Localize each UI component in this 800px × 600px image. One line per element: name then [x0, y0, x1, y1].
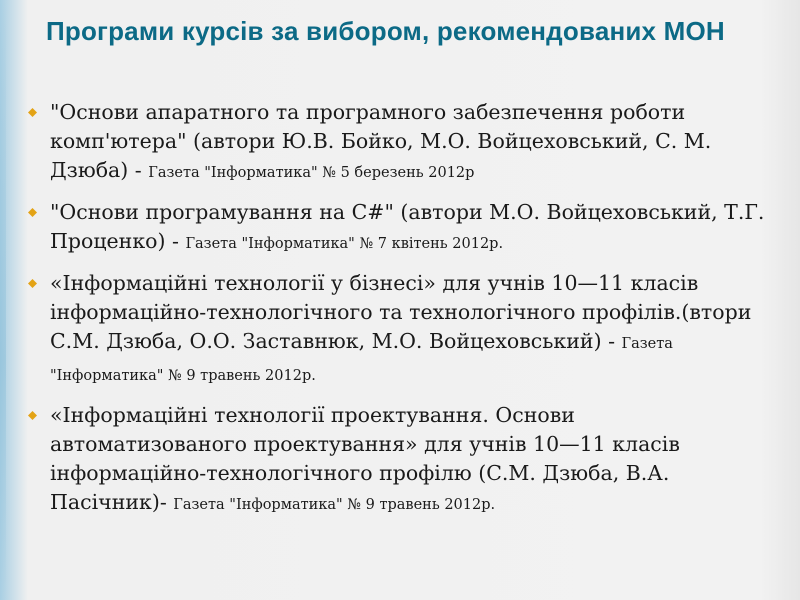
diamond-bullet-icon	[28, 279, 37, 288]
slide-title: Програми курсів за вибором, рекомендованих МОН	[46, 16, 725, 46]
diamond-bullet-icon	[28, 411, 37, 420]
list-item	[28, 98, 778, 188]
item-source: Газета "Інформатика" № 9 травень 2012р.	[50, 336, 673, 384]
item-text: "Основи апаратного та програмного забезпечення роботи комп'ютера" (автори Ю.В. Бойко, М.О. Войцеховський, С. М. Дзюба) -	[50, 100, 712, 182]
item-text: «Інформаційні технології у бізнесі» для учнів 10—11 класів інформаційно-технологічного та технологічного профілів.(втори С.М. Дзюба, О.О. Заставнюк, М.О. Войцеховський) -	[50, 271, 752, 353]
list-item	[28, 198, 778, 259]
item-source: Газета "Інформатика" № 9 травень 2012р.	[173, 497, 496, 513]
diamond-bullet-icon	[28, 108, 37, 117]
diamond-bullet-icon	[28, 208, 37, 217]
list-item	[28, 269, 778, 391]
item-source: Газета "Інформатика" № 7 квітень 2012р.	[185, 236, 504, 252]
list-item	[28, 401, 778, 520]
course-list	[28, 98, 778, 530]
slide-edge-decoration	[0, 0, 6, 600]
item-text: «Інформаційні технології проектування. Основи автоматизованого проектування» для учнів 10—11 класів інформаційно-технологічного профілю (С.М. Дзюба, В.А. Пасічник)-	[50, 403, 680, 514]
item-text: "Основи програмування на C#" (автори М.О. Войцеховський, Т.Г. Проценко) -	[50, 200, 765, 253]
item-source: Газета "Інформатика" № 5 березень 2012р	[148, 165, 475, 181]
